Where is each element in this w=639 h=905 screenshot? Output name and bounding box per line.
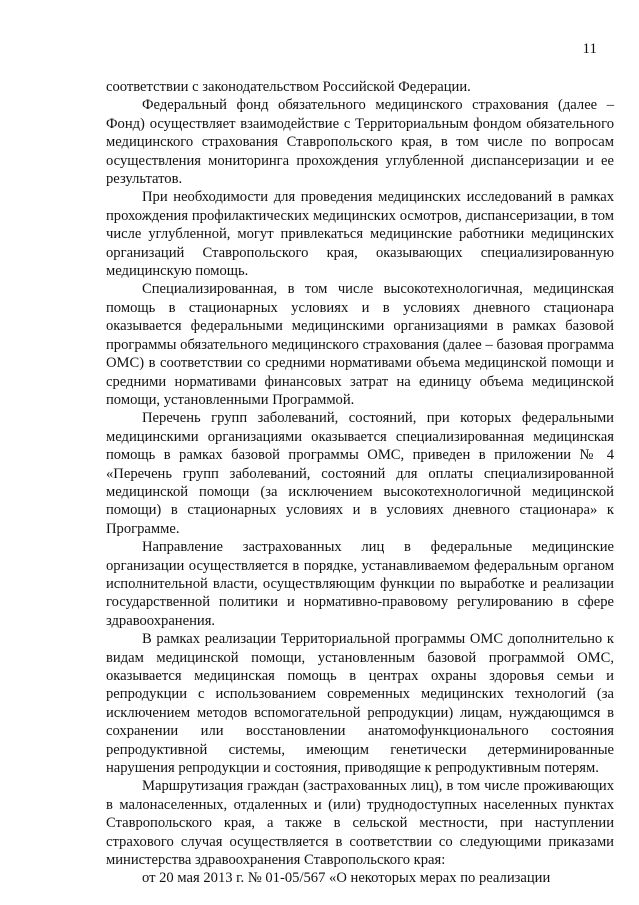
- paragraph-routing: Маршрутизация граждан (застрахованных лиц), в том числе проживающих в малонаселенных, отдаленных и (или) труднодоступных населенных пунктах Ставропольского края, а также в сельской местности, при наступлении страхового случая осуществляется в соответствии со следующими приказами министерства здравоохранения Ставропольского края:: [106, 778, 614, 869]
- paragraph-order-reference: от 20 мая 2013 г. № 01-05/567 «О некоторых мерах по реализации: [142, 870, 551, 887]
- paragraph-reproductive-care: В рамках реализации Территориальной программы ОМС дополнительно к видам медицинской помощи, установленным базовой программой ОМС, оказывается медицинская помощь в центрах охраны здоровья семьи и репродукции с использованием современных медицинских технологий (за исключением методов вспомогательной репродукции) лицам, нуждающимся в сохранении или восстановлении анатомофункционального состояния репродуктивной системы, имеющим генетически детерминированные нарушения репродукции и состояния, приводящие к репродуктивным потерям.: [106, 631, 614, 777]
- paragraph-specialized-care: Специализированная, в том числе высокотехнологичная, медицинская помощь в стационарных условиях и в условиях дневного стационара оказывается федеральными медицинскими организациями в рамках базовой программы обязательного медицинского страхования (далее – базовая программа ОМС) в соответствии со средними нормативами объема медицинской помощи и средними нормативами финансовых затрат на единицу объема медицинской помощи, установленными Программой.: [106, 281, 614, 408]
- paragraph-referral: Направление застрахованных лиц в федеральные медицинские организации осуществляется в порядке, устанавливаемом федеральным органом исполнительной власти, осуществляющим функции по выработке и реализации государственной политики и нормативно-правовому регулированию в сфере здравоохранения.: [106, 539, 614, 629]
- page-number: 11: [582, 41, 597, 57]
- paragraph-federal-fund: Федеральный фонд обязательного медицинского страхования (далее – Фонд) осуществляет взаимодействие с Территориальным фондом обязательного медицинского страхования Ставропольского края, в том числе по вопросам осуществления мониторинга прохождения углубленной диспансеризации и ее результатов.: [106, 97, 614, 188]
- paragraph-medical-workers: При необходимости для проведения медицинских исследований в рамках прохождения профилактических медицинских осмотров, диспансеризации, в том числе углубленной, могут привлекаться медицинские работники медицинских организаций Ставропольского края, оказывающих специализированную медицинскую помощь.: [106, 189, 614, 280]
- document-body: [106, 78, 614, 888]
- paragraph-continuation: соответствии с законодательством Российской Федерации.: [106, 79, 471, 95]
- paragraph-disease-groups: Перечень групп заболеваний, состояний, при которых федеральными медицинскими организациями оказывается специализированная медицинская помощь в рамках базовой программы ОМС, приведен в приложении № 4 «Перечень групп заболеваний, состояний для оплаты специализированной медицинской помощи (за исключением высокотехнологичной медицинской помощи) в стационарных условиях и в условиях дневного стационара» к Программе.: [106, 410, 614, 537]
